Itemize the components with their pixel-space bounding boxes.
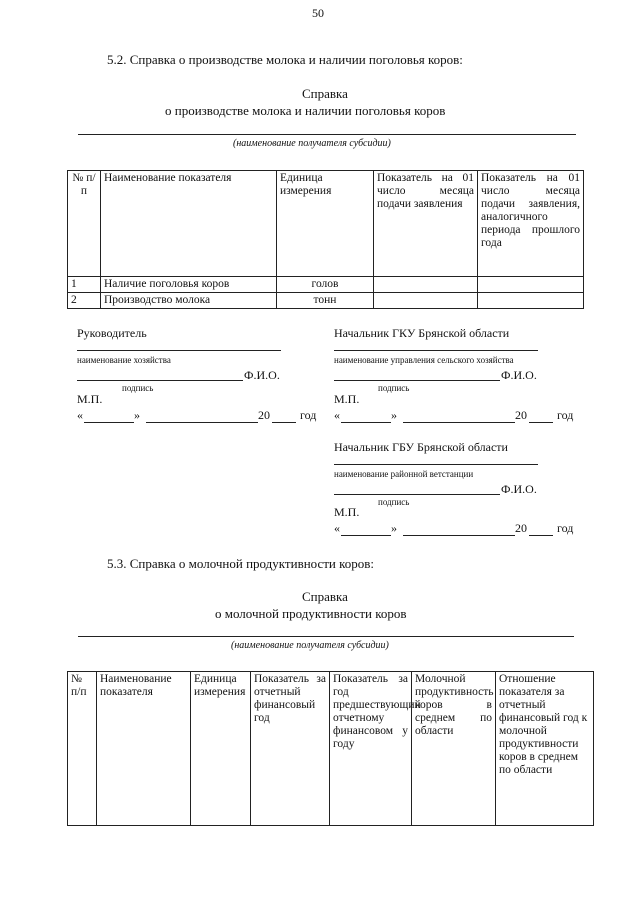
row-indicator: Производство молока [101, 293, 277, 309]
date-year-prefix: 20 [515, 408, 527, 422]
row-indicator: Наличие поголовья коров [101, 277, 277, 293]
date-day-line[interactable] [341, 535, 391, 536]
signature-left-fio: Ф.И.О. [244, 368, 280, 382]
table-header-row [68, 672, 594, 826]
date-year-line[interactable] [529, 535, 553, 536]
form-title-5-2: Справка [302, 86, 348, 101]
form-subtitle-5-2: о производстве молока и наличии поголовья коров [165, 103, 446, 118]
row-previous-cell[interactable] [478, 293, 584, 309]
signature-right2-sign-caption: подпись [378, 497, 410, 507]
signature-right-sign-caption: подпись [378, 383, 410, 393]
date-year-prefix: 20 [515, 521, 527, 535]
header-current: Показатель на 01 число месяца подачи заявления [374, 171, 478, 277]
recipient-line-5-3[interactable] [78, 636, 574, 637]
signature-right2-org-line[interactable] [334, 464, 538, 465]
header-regional-average: Молочной продуктивность коров в среднем по области [412, 672, 496, 826]
production-table [67, 170, 584, 309]
header-unit: Единица измерения [277, 171, 374, 277]
date-year-line[interactable] [529, 422, 553, 423]
signature-right-org-caption: наименование управления сельского хозяйства [334, 355, 514, 365]
recipient-line-5-2[interactable] [78, 134, 576, 135]
date-open-quote: « [334, 521, 340, 535]
signature-right-title: Начальник ГКУ Брянской области [334, 326, 510, 340]
date-year-suffix: год [300, 408, 317, 422]
signature-right2-sign-line[interactable] [334, 494, 500, 495]
signature-right-org-line[interactable] [334, 350, 538, 351]
section-heading-5-3: 5.3. Справка о молочной продуктивности коров: [107, 556, 375, 571]
date-month-line[interactable] [403, 422, 515, 423]
productivity-table [67, 671, 594, 826]
row-num: 2 [68, 293, 101, 309]
form-title-5-3: Справка [302, 589, 348, 604]
form-subtitle-5-3: о молочной продуктивности коров [215, 606, 407, 621]
signature-right-sign-line[interactable] [334, 380, 500, 381]
signature-right2-title: Начальник ГБУ Брянской области [334, 440, 508, 454]
row-current-cell[interactable] [374, 293, 478, 309]
signature-right-mp: М.П. [334, 392, 360, 406]
signature-left-org-line[interactable] [77, 350, 281, 351]
table-row [68, 293, 584, 309]
signature-left-sign-line[interactable] [77, 380, 243, 381]
date-open-quote: « [334, 408, 340, 422]
signature-left-mp: М.П. [77, 392, 103, 406]
date-year-line[interactable] [272, 422, 296, 423]
date-month-line[interactable] [146, 422, 258, 423]
date-month-line[interactable] [403, 535, 515, 536]
header-previous-year: Показатель за год предшествующий отчетному финансовом у году [330, 672, 412, 826]
recipient-caption-5-3: (наименование получателя субсидии) [231, 640, 389, 651]
header-num: № п/п [68, 171, 101, 277]
header-indicator: Наименование показателя [97, 672, 191, 826]
date-close-quote: » [391, 521, 397, 535]
section-heading-5-2: 5.2. Справка о производстве молока и наличии поголовья коров: [107, 52, 463, 67]
date-day-line[interactable] [84, 422, 134, 423]
signature-right2-mp: М.П. [334, 505, 360, 519]
signature-right2-fio: Ф.И.О. [501, 482, 537, 496]
table-row [68, 277, 584, 293]
header-previous: Показатель на 01 число месяца подачи заявления, аналогичного периода прошлого года [478, 171, 584, 277]
row-unit: тонн [277, 293, 374, 309]
header-current-year: Показатель за отчетный финансовый год [251, 672, 330, 826]
row-previous-cell[interactable] [478, 277, 584, 293]
date-open-quote: « [77, 408, 83, 422]
signature-left-title: Руководитель [77, 326, 147, 340]
row-current-cell[interactable] [374, 277, 478, 293]
date-year-suffix: год [557, 408, 574, 422]
row-num: 1 [68, 277, 101, 293]
date-year-suffix: год [557, 521, 574, 535]
signature-right2-org-caption: наименование районной ветстанции [334, 469, 474, 479]
signature-right-fio: Ф.И.О. [501, 368, 537, 382]
page-number: 50 [312, 6, 324, 20]
signature-left-sign-caption: подпись [122, 383, 154, 393]
header-ratio: Отношение показателя за отчетный финансовый год к молочной продуктивности коров в среднем по области [496, 672, 594, 826]
header-indicator: Наименование показателя [101, 171, 277, 277]
date-day-line[interactable] [341, 422, 391, 423]
recipient-caption-5-2: (наименование получателя субсидии) [233, 138, 391, 149]
header-num: № п/п [68, 672, 97, 826]
date-year-prefix: 20 [258, 408, 270, 422]
table-header-row [68, 171, 584, 277]
header-unit: Единица измерения [191, 672, 251, 826]
signature-left-org-caption: наименование хозяйства [77, 355, 171, 365]
date-close-quote: » [391, 408, 397, 422]
row-unit: голов [277, 277, 374, 293]
date-close-quote: » [134, 408, 140, 422]
